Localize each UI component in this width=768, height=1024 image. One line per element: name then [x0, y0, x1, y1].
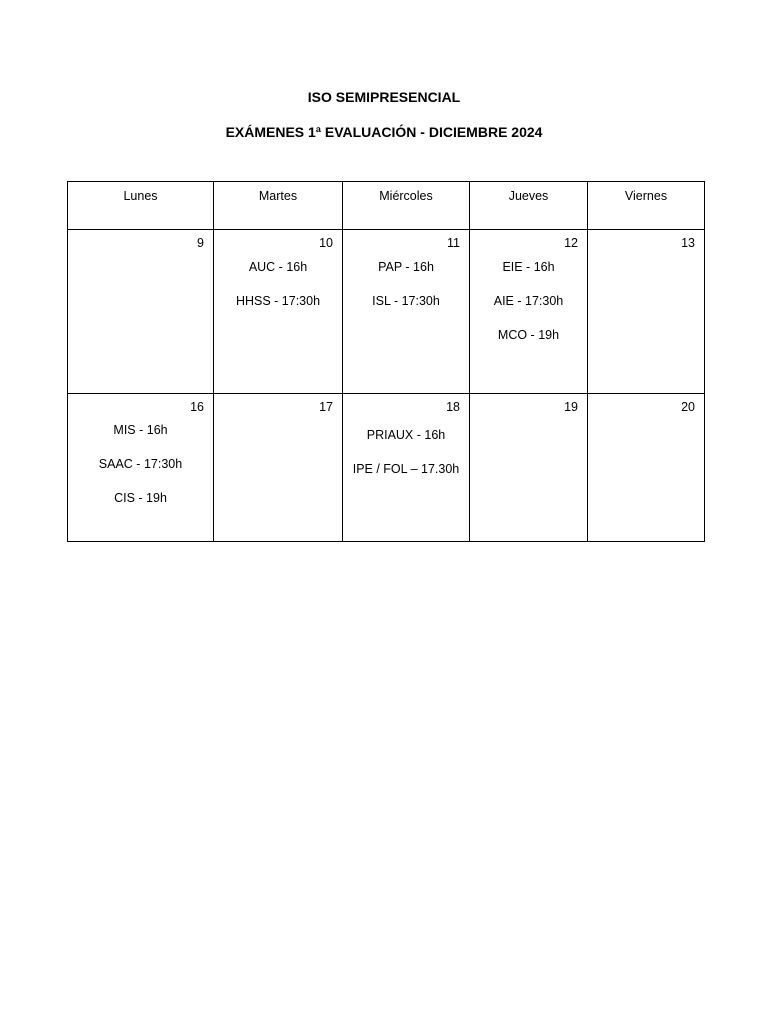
exam-entry: SAAC - 17:30h — [98, 457, 183, 471]
week-row-2 — [68, 394, 705, 542]
day-number: 11 — [447, 236, 460, 250]
exam-entry: IPE / FOL – 17.30h — [352, 462, 460, 476]
header-viernes: Viernes — [588, 182, 705, 230]
day-number: 16 — [190, 400, 204, 414]
exam-entry: AIE - 17:30h — [493, 294, 564, 308]
weekday-header-row — [68, 182, 705, 230]
exam-entry: ISL - 17:30h — [372, 294, 440, 308]
day-cell — [588, 230, 705, 394]
day-cell — [343, 394, 470, 542]
day-cell — [343, 230, 470, 394]
day-number: 9 — [197, 236, 204, 250]
header-lunes: Lunes — [68, 182, 214, 230]
day-number: 12 — [564, 236, 578, 250]
day-number: 17 — [319, 400, 333, 414]
header-martes: Martes — [214, 182, 343, 230]
document-title: ISO SEMIPRESENCIAL — [307, 89, 461, 105]
exam-entry: PAP - 16h — [378, 260, 434, 274]
day-number: 10 — [319, 236, 333, 250]
day-number: 13 — [681, 236, 695, 250]
exam-entry: CIS - 19h — [114, 491, 167, 505]
exam-entry: AUC - 16h — [248, 260, 308, 274]
exam-entry: MIS - 16h — [113, 423, 168, 437]
exam-calendar-table — [67, 181, 705, 542]
header-jueves: Jueves — [470, 182, 588, 230]
day-cell — [68, 394, 214, 542]
exam-entry: EIE - 16h — [502, 260, 555, 274]
day-cell — [588, 394, 705, 542]
day-cell — [214, 230, 343, 394]
day-cell — [214, 394, 343, 542]
day-number: 18 — [446, 400, 460, 414]
day-cell — [470, 394, 588, 542]
exam-entry: PRIAUX - 16h — [366, 428, 446, 442]
day-number: 19 — [564, 400, 578, 414]
exam-entry: MCO - 19h — [497, 328, 560, 342]
day-number: 20 — [681, 400, 695, 414]
exam-entry: HHSS - 17:30h — [235, 294, 321, 308]
header-miercoles: Miércoles — [343, 182, 470, 230]
day-cell — [470, 230, 588, 394]
week-row-1 — [68, 230, 705, 394]
document-subtitle: EXÁMENES 1ª EVALUACIÓN - DICIEMBRE 2024 — [225, 124, 543, 140]
day-cell — [68, 230, 214, 394]
